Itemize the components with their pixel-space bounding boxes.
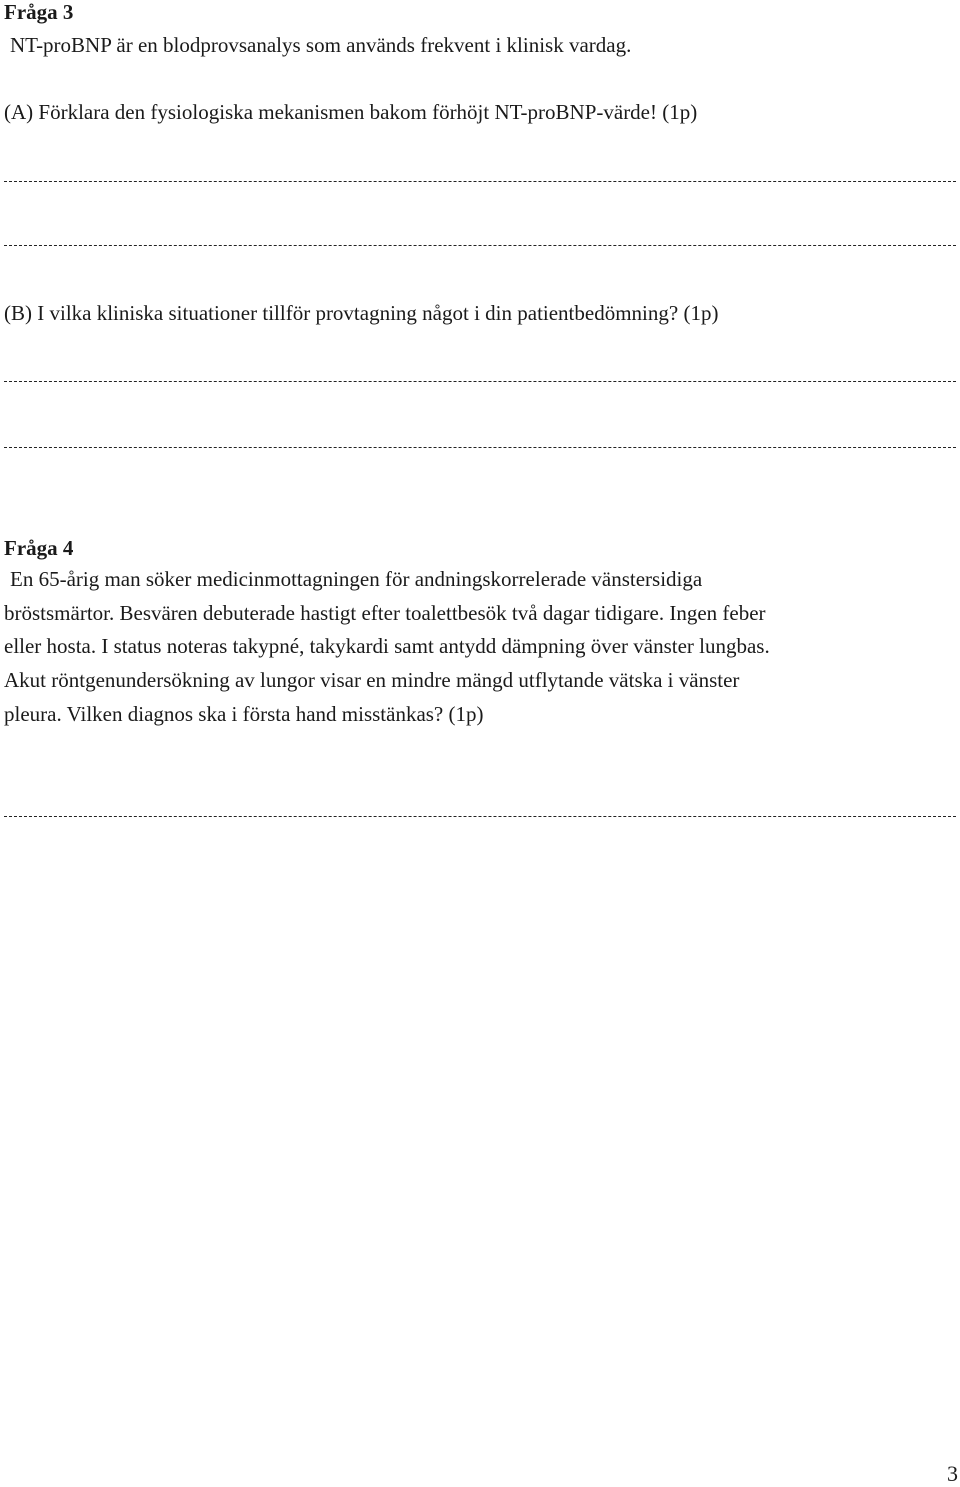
question-3-title: Fråga 3 [4, 0, 74, 24]
question-4-line: bröstsmärtor. Besvären debuterade hastigt efter toalettbesök två dagar tidigare. Ingen feber [4, 600, 766, 625]
question-4-text [4, 563, 934, 732]
question-4-title: Fråga 4 [4, 536, 74, 560]
question-4-line: eller hosta. I status noteras takypné, takykardi samt antydd dämpning över vänster lungbas. [4, 634, 770, 659]
answer-line [4, 245, 956, 246]
question-4-line: En 65-årig man söker medicinmottagningen för andningskorrelerade vänstersidiga [10, 567, 703, 591]
question-3-part-a: (A) Förklara den fysiologiska mekanismen bakom förhöjt NT-proBNP-värde! (1p) [4, 100, 698, 124]
question-3-part-b: (B) I vilka kliniska situationer tillför provtagning något i din patientbedömning? (1p) [4, 301, 719, 325]
question-4-line: Akut röntgenundersökning av lungor visar en mindre mängd utflytande vätska i vänster [4, 668, 740, 693]
question-3-intro: NT-proBNP är en blodprovsanalys som används frekvent i klinisk vardag. [10, 33, 632, 57]
answer-line [4, 816, 956, 817]
page-number: 3 [947, 1461, 958, 1486]
answer-line [4, 381, 956, 382]
answer-line [4, 181, 956, 182]
answer-line [4, 447, 956, 448]
question-4-line: pleura. Vilken diagnos ska i första hand misstänkas? (1p) [4, 701, 484, 726]
